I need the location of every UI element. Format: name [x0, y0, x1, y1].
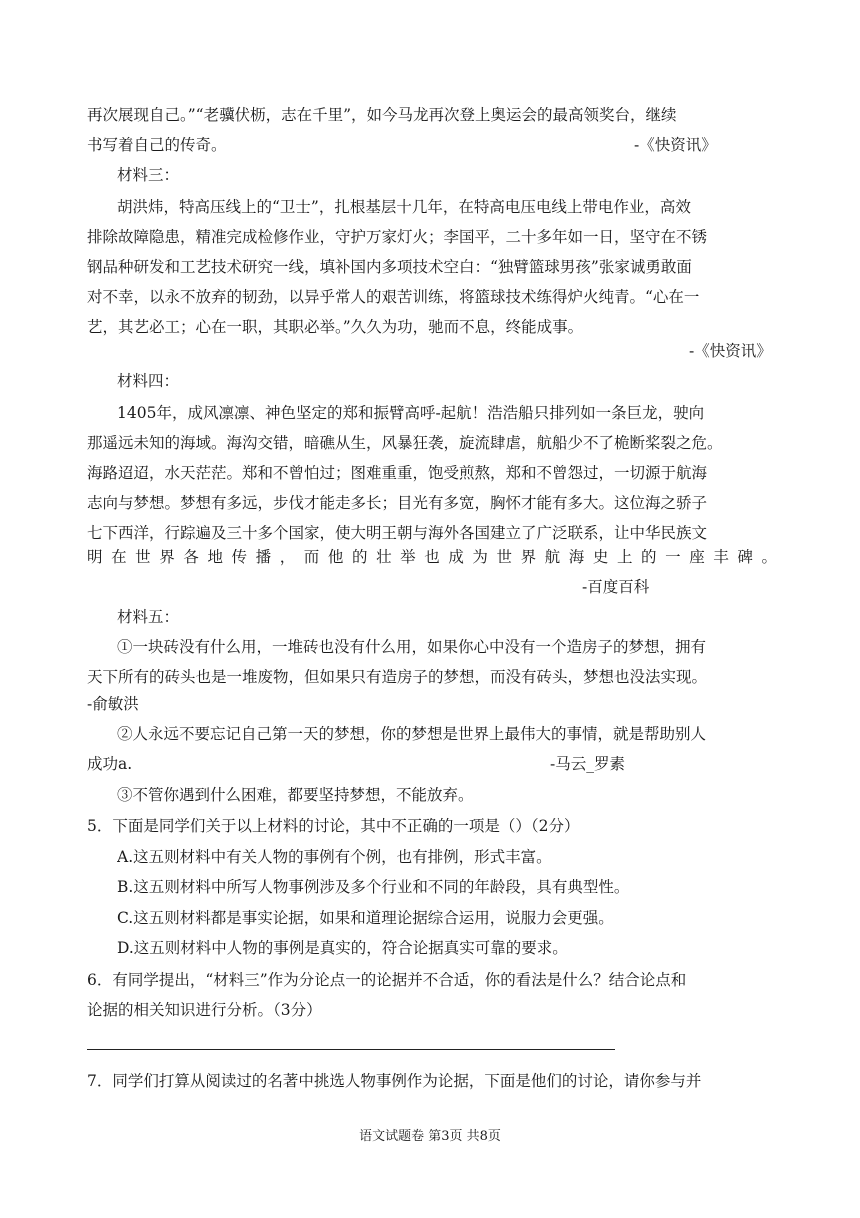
text-line: 志向与梦想。梦想有多远，步伐才能走多长；目光有多宽，胸怀才能有多大。这位海之骄子 — [87, 494, 708, 512]
option-c: C.这五则材料都是事实论据，如果和道理论据综合运用，说服力会更强。 — [117, 909, 614, 927]
text-line: 1405年，成风凛凛、神色坚定的郑和振臂高呼-起航！浩浩船只排列如一条巨龙，驶向 — [117, 404, 705, 422]
text-line: ①一块砖没有什么用，一堆砖也没有什么用，如果你心中没有一个造房子的梦想，拥有 — [117, 638, 707, 656]
question-5: 5．下面是同学们关于以上材料的讨论，其中不正确的一项是（）（2分） — [87, 817, 580, 835]
source-citation: -《快资讯》 — [689, 342, 772, 360]
text-line: 胡洪炜，特高压线上的“卫士”，扎根基层十几年，在特高电压电线上带电作业，高效 — [117, 198, 691, 216]
text-line: 对不幸，以永不放弃的韧劲，以异乎常人的艰苦训练，将篮球技术练得炉火纯青。“心在一 — [87, 288, 700, 306]
source-citation: -百度百科 — [582, 578, 650, 596]
answer-line[interactable] — [87, 1049, 615, 1050]
text-line: ③不管你遇到什么困难，都要坚持梦想，不能放弃。 — [117, 786, 474, 804]
text-line: 七下西洋，行踪遍及三十多个国家，使大明王朝与海外各国建立了广泛联系，让中华民族文 — [87, 524, 708, 542]
question-7: 7．同学们打算从阅读过的名著中挑选人物事例作为论据，下面是他们的讨论，请你参与并 — [87, 1072, 702, 1090]
text-line: 排除故障隐患，精准完成检修作业，守护万家灯火；李国平，二十多年如一日，坚守在不锈 — [87, 228, 708, 246]
option-a: A.这五则材料中有关人物的事例有个例，也有排例，形式丰富。 — [117, 848, 552, 866]
source-citation: -《快资讯》 — [634, 136, 717, 154]
question-6: 6．有同学提出，“材料三”作为分论点一的论据并不合适，你的看法是什么？结合论点和 — [87, 971, 687, 989]
text-line: 书写着自己的传奇。 — [87, 136, 227, 154]
section-heading-material-5: 材料五： — [117, 608, 180, 626]
page-footer: 语文试题卷 第3页 共8页 — [359, 1129, 501, 1144]
text-line: 天下所有的砖头也是一堆废物，但如果只有造房子的梦想，而没有砖头，梦想也没法实现。 — [87, 668, 708, 686]
text-line: 钢品种研发和工艺技术研究一线，填补国内多项技术空白：“独臂篮球男孩”张家诚勇敢面 — [87, 258, 692, 276]
text-line: 海路迢迢，水天茫茫。郑和不曾怕过；图难重重，饱受煎熬，郑和不曾怨过，一切源于航海 — [87, 464, 708, 482]
text-line: 艺，其艺必工；心在一职，其职必举。”久久为功，驰而不息，终能成事。 — [87, 318, 584, 336]
text-line: 明在世界各地传播，而他的壮举也成为世界航海史上的一座丰碑。 — [87, 548, 777, 566]
text-line: 成功a. — [87, 755, 133, 773]
option-d: D.这五则材料中人物的事例是真实的，符合论据真实可靠的要求。 — [117, 939, 568, 957]
section-heading-material-3: 材料三： — [117, 166, 180, 184]
text-line: 论据的相关知识进行分析。（3分） — [87, 1001, 322, 1019]
text-line: ②人永远不要忘记自己第一天的梦想，你的梦想是世界上最伟大的事情，就是帮助别人 — [117, 725, 707, 743]
section-heading-material-4: 材料四： — [117, 372, 180, 390]
text-line: 再次展现自己。”“老骥伏枥，志在千里”，如今马龙再次登上奥运会的最高领奖台，继续 — [87, 106, 677, 124]
quote-author: -马云_罗素 — [550, 755, 625, 773]
quote-author: -俞敏洪 — [87, 695, 139, 713]
text-line: 那遥远未知的海域。海沟交错，暗礁从生，风暴狂袭，旋流肆虐，航船少不了桅断桨裂之危。 — [87, 434, 723, 452]
option-b: B.这五则材料中所写人物事例涉及多个行业和不同的年龄段，具有典型性。 — [117, 878, 630, 896]
